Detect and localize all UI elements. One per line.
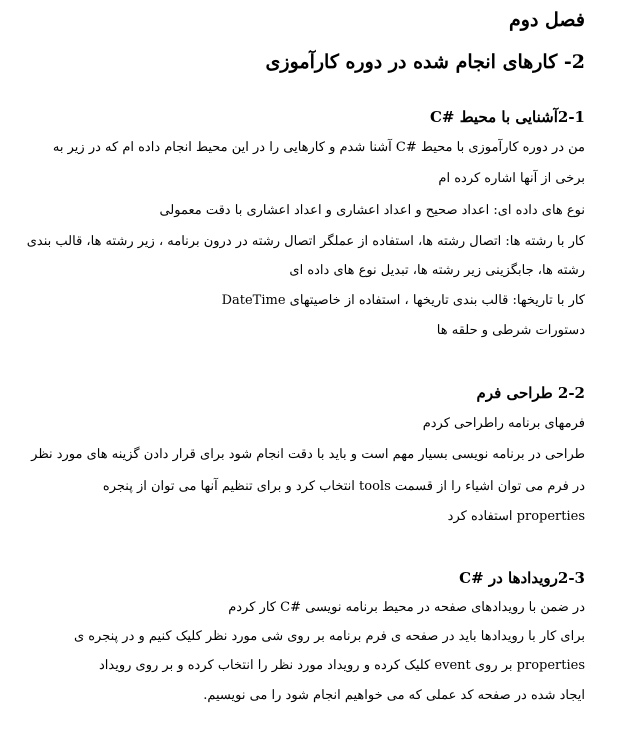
paragraph-line: طراحی در برنامه نویسی بسیار مهم است و باید با دقت انجام شود برای قرار دادن گزینه های مورد نظر <box>31 447 585 462</box>
paragraph-line: در فرم می توان اشیاء را از قسمت tools انتخاب کرد و برای تنظیم آنها می توان از پنجره <box>102 479 585 494</box>
paragraph-line: فرمهای برنامه راطراحی کردم <box>422 416 585 431</box>
section-heading-2-3: 2-3رویدادها در #C <box>459 569 585 587</box>
paragraph-line: properties استفاده کرد <box>447 509 585 524</box>
paragraph-line: ایجاد شده در صفحه کد عملی که می خواهیم انجام شود را می نویسیم. <box>203 688 585 703</box>
paragraph-line: رشته ها، جابگزینی زیر رشته ها، تبدیل نوع های داده ای <box>289 263 585 278</box>
document-title: 2- کارهای انجام شده در دوره کارآموزی <box>265 51 585 73</box>
paragraph-line: نوع های داده ای: اعداد صحیح و اعداد اعشاری و اعداد اعشاری با دقت معمولی <box>159 203 585 218</box>
chapter-heading: فصل دوم <box>509 9 585 31</box>
paragraph-line: برای کار با رویدادها باید در صفحه ی فرم برنامه بر روی شی مورد نظر کلیک کنیم و در پنجره ی <box>73 629 585 644</box>
section-heading-2-1: 2-1آشنایی با محیط #C <box>429 108 585 126</box>
paragraph-line: دستورات شرطی و حلقه ها <box>436 323 585 338</box>
paragraph-line: من در دوره کارآموزی با محیط #C آشنا شدم و کارهایی را در این محیط انجام داده ام که در زیر به <box>52 140 585 155</box>
paragraph-line: در ضمن با رویدادهای صفحه در محیط برنامه نویسی #C کار کردم <box>228 600 585 615</box>
section-heading-2-2: 2-2 طراحی فرم <box>476 384 585 402</box>
paragraph-line: کار با رشته ها: اتصال رشته ها، استفاده از عملگر اتصال رشته در درون برنامه ، زیر رشته ها، قالب بندی <box>26 234 585 249</box>
paragraph-line: برخی از آنها اشاره کرده ام <box>438 171 585 186</box>
paragraph-line: properties بر روی event کلیک کرده و رویداد مورد نظر را انتخاب کرده و بر روی رویداد <box>99 658 585 673</box>
paragraph-line: کار با تاریخها: قالب بندی تاریخها ، استفاده از خاصیتهای DateTime <box>221 293 585 308</box>
